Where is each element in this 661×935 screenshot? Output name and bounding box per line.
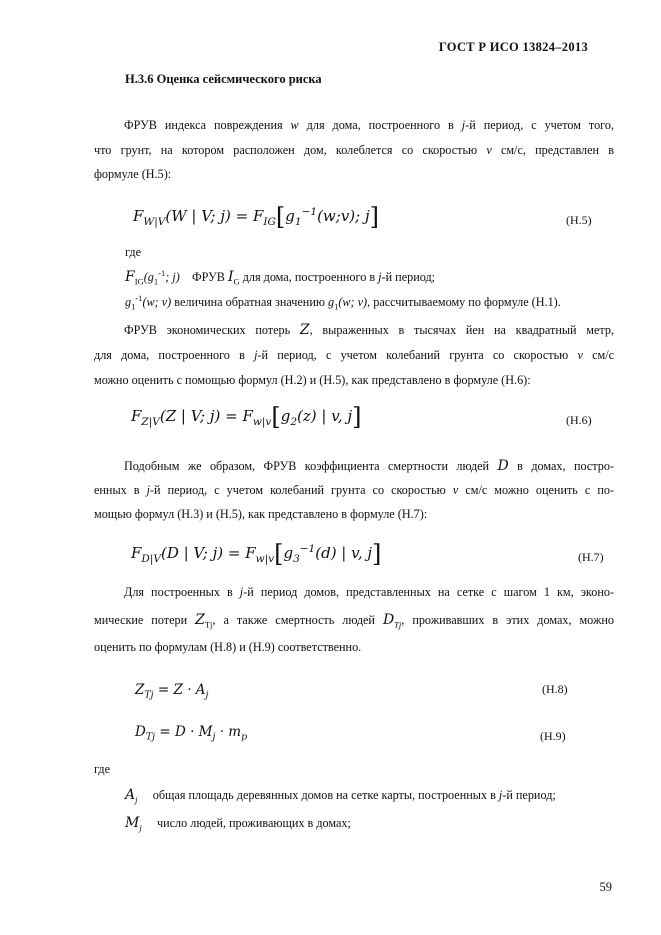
equation-h7: $F_{D|V}(D$ | V; $j) = F_{w|v}[g_3^{-1}(d)$ | v, j] [131,540,382,568]
paragraph-4-line-2: мические потери $Z_{Tj}$, а также смертность людей $D_{Tj}$, проживавших в этих домах, можно [94,612,615,630]
equation-h9: $D_{Tj} = D \cdot M_j \cdot m_p$ [135,724,248,743]
paragraph-3-line-3: мощью формул (Н.3) и (Н.5), как представлено в формуле (Н.7): [94,507,428,521]
paragraph-3-line-1: Подобным же образом, ФРУВ коэффициента смертности людей D в домах, постро- [124,458,615,474]
page-number: 59 [599,880,612,894]
equation-h8-number: (Н.8) [542,682,568,696]
paragraph-1-line-3: формуле (Н.5): [94,167,172,181]
running-header: ГОСТ Р ИСО 13824–2013 [438,40,588,54]
paragraph-4-line-3: оценить по формулам (Н.8) и (Н.9) соответственно. [94,640,362,654]
paragraph-3-line-2: енных в j-й период, с учетом колебаний грунта со скоростью v см/с можно оценить с по- [94,483,615,497]
definition-1: $F_{IG}(g_1^{-1}$; j) ФРУВ $I_G$ для дома, построенного в j-й период; [125,267,436,287]
paragraph-1-line-1: ФРУВ индекса повреждения w для дома, построенного в j-й период, с учетом того, [124,118,615,132]
definition-3: $A_j$ общая площадь деревянных домов на сетке карты, построенных в j-й период; [125,787,556,805]
equation-h8: $Z_{Tj} = Z \cdot A_j$ [135,682,209,701]
equation-h6: $F_{Z|V}(Z$ | V; $j) = F_{w|v}[g_2(z)$ | v, j] [131,403,362,431]
equation-h5: $F_{W|V}(W$ | V; $j) = F_{IG}[g_1^{-1}(w;v)$; j] [133,203,379,231]
where-label-2: где [94,762,111,776]
paragraph-1-line-2: что грунт, на котором расположен дом, колеблется со скоростью v см/с, представлен в [94,143,615,157]
paragraph-2-line-1: ФРУВ экономических потерь Z, выраженных в тысячах йен на квадратный метр, [124,322,615,338]
definition-2: $g_1^{-1}(w$; v) величина обратная значению $g_1(w$; v), рассчитываемому по формуле (Н.1). [125,292,561,312]
equation-h9-number: (Н.9) [540,729,566,743]
paragraph-4-line-1: Для построенных в j-й период домов, представленных на сетке с шагом 1 км, эконо- [124,585,615,599]
paragraph-2-line-2: для дома, построенного в j-й период, с учетом колебаний грунта со скоростью v см/с [94,348,615,362]
where-label-1: где [125,245,142,259]
equation-h5-number: (Н.5) [566,213,592,227]
equation-h6-number: (Н.6) [566,413,592,427]
equation-h7-number: (Н.7) [578,550,604,564]
definition-4: $M_j$ число людей, проживающих в домах; [125,815,351,833]
section-title: Н.3.6 Оценка сейсмического риска [125,72,322,86]
paragraph-2-line-3: можно оценить с помощью формул (Н.2) и (Н.5), как представлено в формуле (Н.6): [94,373,531,387]
